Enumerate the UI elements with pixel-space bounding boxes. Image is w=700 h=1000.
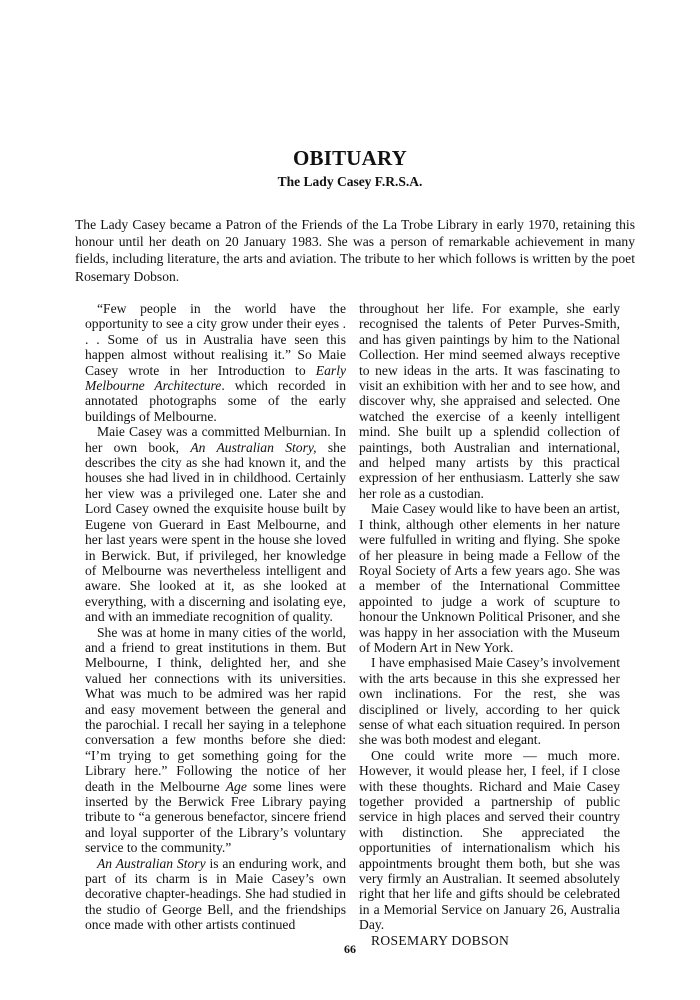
intro-paragraph: The Lady Casey became a Patron of the Friends of the La Trobe Library in early 1970, retaining this honour until her death on 20 January 1983. She was a person of remarkable achievement in many fields, including literature, the arts and aviation. The tribute to her which follows is written by the poet Rosemary Dobson.: [75, 217, 635, 284]
left-p1-text-b: . which recorded in annotated photographs some of the early buildings of Melbourne.: [85, 378, 347, 424]
page-subtitle: The Lady Casey F.R.S.A.: [277, 174, 423, 189]
left-p3-text-b: some lines were inserted by the Berwick Free Library paying tribute to “a generous benefactor, sincere friend and loyal supporter of the Library’s voluntary service to the community.”: [85, 778, 346, 856]
left-column: [85, 301, 346, 933]
left-p4-text: is an enduring work, and part of its charm is in Maie Casey’s own decorative chapter-headings. She had studied in the studio of George Bell, and the friendships once made with other artists continued: [85, 855, 346, 933]
page-number: 66: [344, 942, 356, 956]
page-title: OBITUARY: [292, 146, 408, 170]
left-paragraph-4: [85, 856, 346, 933]
left-p2-text-b: she describes the city as she had known it, and the houses she had lived in in childhood. Certainly her view was a privileged one. Later she and Lord Casey owned the exquisite house built by Eugene von Guerard in East Melbourne, and her last years were spent in the house she loved in Berwick. But, if privileged, her knowledge of Melbourne was nevertheless intelligent and aware. She looked at it, as she looked at everything, with a discerning and isolating eye, and with an immediate recognition of quality.: [85, 439, 346, 625]
right-paragraph-2: Maie Casey would like to have been an artist, I think, although other elements in her nature were fulfulled in writing and flying. She spoke of her pleasure in being made a Fellow of the Royal Society of Arts a few years ago. She was a member of the International Committee appointed to judge a work of scupture to honour the Unknown Political Prisoner, and she was happy in her association with the Museum of Modern Art in New York.: [359, 501, 620, 655]
left-p2-text-a: Maie Casey was a committed Melburnian. In her own book,: [85, 424, 346, 455]
right-paragraph-3: I have emphasised Maie Casey’s involvement with the arts because in this she expressed her own inclinations. For the rest, she was disciplined or lively, according to her quick sense of what each situation required. In person she was both modest and elegant.: [359, 655, 620, 748]
right-paragraph-4: One could write more — much more. However, it would please her, I feel, if I close with these thoughts. Richard and Maie Casey together provided a partnership of public service in high places and served their country with distinction. She appreciated the opportunities of internationalism which his appointments brought them both, but she was very firmly an Australian. It seemed absolutely right that her life and gifts should be celebrated in a Memorial Service on January 26, Australia Day.: [359, 747, 620, 933]
left-p2-book-title: An Australian Story,: [190, 439, 317, 455]
right-column: [359, 301, 620, 948]
left-p4-book-title: An Australian Story: [97, 855, 206, 871]
left-paragraph-2: [85, 424, 346, 624]
right-paragraph-1: throughout her life. For example, she early recognised the talents of Peter Purves-Smith, and has given paintings by him to the National Collection. Her mind seemed always receptive to new ideas in the arts. It was fascinating to visit an exhibition with her and to see how, and discover why, she appraised and selected. One watched the exercise of a keenly intelligent mind. She built up a splendid collection of paintings, both Australian and international, and helped many artists by this practical expression of her enthusiasm. Latterly she saw her role as a custodian.: [359, 301, 620, 501]
left-p1-book-title: Early Melbourne Architecture: [85, 362, 346, 394]
left-paragraph-1: [85, 301, 346, 424]
left-p3-newspaper-title: Age: [225, 778, 247, 794]
left-p1-text-a: “Few people in the world have the opportunity to see a city grow under their eyes . . . Some of us in Australia have seen this happen almost without realising it.” So Maie Casey wrote in her Introduction to: [85, 301, 346, 378]
left-paragraph-3: [85, 625, 346, 856]
left-p3-text-a: She was at home in many cities of the world, and a friend to great institutions in them. But Melbourne, I think, delighted her, and she valued her connections with its universities. What was much to be admired was her rapid and easy movement between the general and the parochial. I recall her saying in a telephone conversation a few months before she died: “I’m trying to get something going for the Library here.” Following the notice of her death in the Melbourne: [85, 624, 346, 794]
author-signature: ROSEMARY DOBSON: [371, 932, 510, 948]
